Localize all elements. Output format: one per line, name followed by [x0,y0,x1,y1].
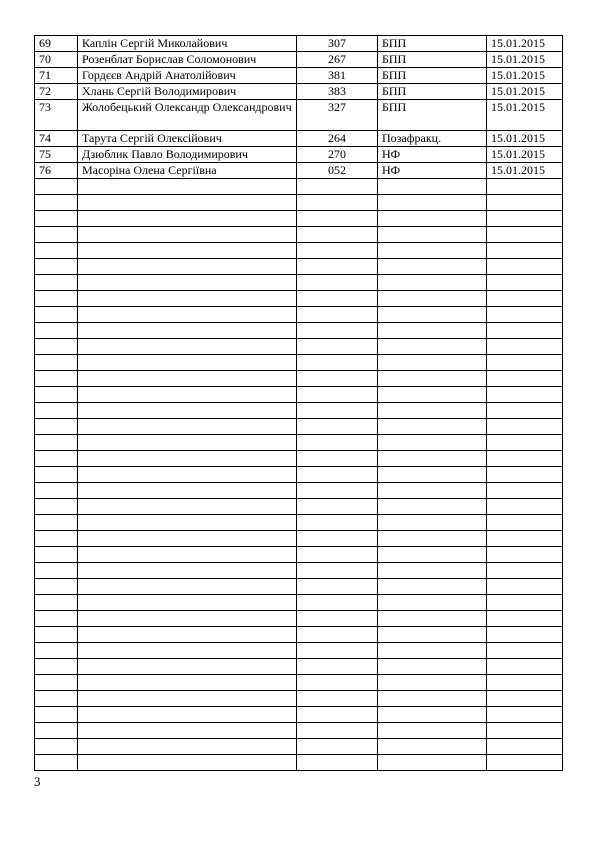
faction: НФ [378,163,487,179]
deputy-code: 264 [297,131,378,147]
empty-cell [378,627,487,643]
empty-cell [35,595,78,611]
empty-cell [378,419,487,435]
date: 15.01.2015 [487,36,563,52]
empty-cell [78,755,297,771]
empty-cell [78,355,297,371]
empty-cell [297,419,378,435]
empty-cell [487,179,563,195]
empty-cell [487,675,563,691]
empty-cell [297,627,378,643]
empty-cell [487,435,563,451]
deputy-name: Хлань Сергій Володимирович [78,84,297,100]
empty-cell [487,691,563,707]
faction: БПП [378,68,487,84]
table-row [35,52,563,68]
empty-cell [378,435,487,451]
empty-cell [35,371,78,387]
empty-table-row [35,675,563,691]
empty-cell [378,451,487,467]
empty-cell [78,691,297,707]
empty-cell [378,515,487,531]
empty-cell [78,675,297,691]
empty-cell [297,691,378,707]
empty-cell [378,563,487,579]
empty-cell [378,339,487,355]
empty-cell [487,515,563,531]
empty-cell [35,563,78,579]
empty-cell [35,739,78,755]
empty-cell [78,579,297,595]
empty-cell [78,627,297,643]
empty-cell [378,275,487,291]
empty-cell [378,675,487,691]
empty-table-row [35,403,563,419]
empty-cell [378,291,487,307]
deputy-code: 270 [297,147,378,163]
table-row [35,84,563,100]
empty-cell [78,291,297,307]
empty-cell [297,291,378,307]
empty-cell [297,643,378,659]
empty-cell [35,195,78,211]
empty-cell [487,371,563,387]
empty-cell [378,259,487,275]
faction: БПП [378,36,487,52]
table-row [35,163,563,179]
empty-table-row [35,691,563,707]
empty-cell [297,467,378,483]
empty-cell [487,339,563,355]
empty-cell [378,499,487,515]
empty-cell [35,531,78,547]
empty-cell [78,547,297,563]
empty-cell [78,403,297,419]
empty-cell [78,339,297,355]
empty-cell [35,483,78,499]
empty-table-row [35,659,563,675]
empty-cell [378,179,487,195]
empty-table-row [35,195,563,211]
empty-table-row [35,531,563,547]
date: 15.01.2015 [487,100,563,131]
empty-cell [78,435,297,451]
empty-table-row [35,579,563,595]
empty-table-row [35,563,563,579]
empty-cell [35,659,78,675]
deputy-name: Масоріна Олена Сергіївна [78,163,297,179]
empty-table-row [35,467,563,483]
empty-cell [78,259,297,275]
empty-cell [487,259,563,275]
empty-cell [487,723,563,739]
row-number: 69 [35,36,78,52]
table-row [35,147,563,163]
table-body [35,36,563,771]
empty-cell [78,419,297,435]
empty-cell [35,723,78,739]
empty-cell [487,243,563,259]
empty-cell [297,307,378,323]
empty-cell [487,627,563,643]
empty-cell [297,563,378,579]
date: 15.01.2015 [487,52,563,68]
deputy-name: Тарута Сергій Олексійович [78,131,297,147]
empty-table-row [35,643,563,659]
empty-table-row [35,323,563,339]
row-number: 76 [35,163,78,179]
empty-cell [297,179,378,195]
empty-cell [487,499,563,515]
empty-cell [297,483,378,499]
empty-cell [487,483,563,499]
empty-table-row [35,243,563,259]
empty-cell [487,547,563,563]
deputy-name: Розенблат Борислав Соломонович [78,52,297,68]
empty-cell [35,547,78,563]
empty-table-row [35,307,563,323]
deputy-code: 327 [297,100,378,131]
empty-cell [78,531,297,547]
empty-cell [78,227,297,243]
table-row [35,68,563,84]
empty-table-row [35,515,563,531]
empty-cell [487,595,563,611]
empty-cell [78,243,297,259]
empty-cell [297,227,378,243]
empty-table-row [35,611,563,627]
empty-cell [487,195,563,211]
empty-cell [297,515,378,531]
deputy-name: Дзюблик Павло Володимирович [78,147,297,163]
empty-cell [35,451,78,467]
empty-cell [378,355,487,371]
empty-cell [487,659,563,675]
empty-cell [378,739,487,755]
empty-cell [297,275,378,291]
empty-cell [78,371,297,387]
empty-cell [378,195,487,211]
faction: БПП [378,100,487,131]
empty-cell [297,371,378,387]
empty-cell [297,355,378,371]
empty-cell [35,675,78,691]
empty-cell [35,435,78,451]
deputy-code: 381 [297,68,378,84]
empty-cell [487,467,563,483]
empty-cell [297,339,378,355]
faction: Позафракц. [378,131,487,147]
empty-cell [297,659,378,675]
empty-cell [78,499,297,515]
empty-cell [35,627,78,643]
row-number: 72 [35,84,78,100]
empty-cell [35,307,78,323]
row-number: 74 [35,131,78,147]
empty-cell [378,483,487,499]
empty-table-row [35,547,563,563]
empty-cell [487,419,563,435]
empty-cell [378,323,487,339]
empty-cell [297,259,378,275]
table-row [35,36,563,52]
empty-cell [297,675,378,691]
empty-table-row [35,483,563,499]
empty-cell [35,227,78,243]
empty-table-row [35,259,563,275]
date: 15.01.2015 [487,84,563,100]
empty-cell [487,227,563,243]
deputy-code: 307 [297,36,378,52]
empty-cell [297,499,378,515]
empty-cell [487,579,563,595]
empty-cell [378,387,487,403]
empty-cell [487,451,563,467]
empty-cell [35,211,78,227]
empty-cell [78,723,297,739]
table-row [35,100,563,131]
empty-cell [487,739,563,755]
empty-cell [297,211,378,227]
empty-cell [487,707,563,723]
empty-table-row [35,211,563,227]
empty-cell [297,323,378,339]
empty-cell [487,563,563,579]
empty-cell [487,387,563,403]
empty-cell [378,547,487,563]
empty-table-row [35,339,563,355]
empty-cell [35,611,78,627]
empty-table-row [35,227,563,243]
empty-cell [35,323,78,339]
empty-cell [378,659,487,675]
empty-cell [35,515,78,531]
empty-cell [297,739,378,755]
empty-cell [35,691,78,707]
table-row [35,131,563,147]
empty-cell [297,723,378,739]
empty-cell [297,387,378,403]
empty-table-row [35,755,563,771]
deputy-name: Каплін Сергій Миколайович [78,36,297,52]
empty-cell [297,435,378,451]
empty-cell [378,531,487,547]
empty-cell [297,451,378,467]
empty-cell [487,211,563,227]
empty-table-row [35,723,563,739]
empty-table-row [35,595,563,611]
empty-table-row [35,707,563,723]
empty-cell [78,211,297,227]
empty-cell [487,291,563,307]
empty-cell [35,243,78,259]
empty-cell [297,547,378,563]
page-number: 3 [34,774,41,789]
empty-table-row [35,739,563,755]
row-number: 75 [35,147,78,163]
deputy-code: 383 [297,84,378,100]
empty-table-row [35,419,563,435]
empty-cell [378,307,487,323]
empty-cell [35,419,78,435]
empty-cell [297,195,378,211]
empty-cell [297,707,378,723]
empty-cell [297,579,378,595]
empty-cell [378,723,487,739]
empty-cell [378,227,487,243]
empty-cell [487,755,563,771]
empty-table-row [35,387,563,403]
empty-cell [35,259,78,275]
empty-cell [487,403,563,419]
empty-cell [78,179,297,195]
empty-cell [378,611,487,627]
empty-cell [78,275,297,291]
empty-cell [378,595,487,611]
empty-cell [378,243,487,259]
empty-cell [297,755,378,771]
empty-cell [487,611,563,627]
empty-cell [35,499,78,515]
empty-cell [378,643,487,659]
empty-cell [35,755,78,771]
empty-cell [78,387,297,403]
empty-cell [487,531,563,547]
empty-cell [78,611,297,627]
empty-cell [35,339,78,355]
empty-cell [78,451,297,467]
empty-table-row [35,499,563,515]
empty-cell [78,707,297,723]
empty-cell [378,707,487,723]
faction: БПП [378,84,487,100]
empty-table-row [35,371,563,387]
faction: НФ [378,147,487,163]
empty-table-row [35,627,563,643]
date: 15.01.2015 [487,68,563,84]
empty-cell [487,275,563,291]
empty-cell [378,579,487,595]
empty-table-row [35,291,563,307]
empty-table-row [35,355,563,371]
deputy-code: 267 [297,52,378,68]
empty-cell [35,355,78,371]
row-number: 73 [35,100,78,131]
empty-cell [78,563,297,579]
date: 15.01.2015 [487,131,563,147]
empty-cell [487,643,563,659]
empty-cell [297,403,378,419]
empty-cell [78,595,297,611]
empty-cell [35,387,78,403]
empty-cell [487,355,563,371]
empty-cell [35,707,78,723]
deputy-name: Гордєєв Андрій Анатолійович [78,68,297,84]
empty-cell [378,403,487,419]
empty-cell [78,515,297,531]
empty-cell [487,307,563,323]
empty-cell [78,739,297,755]
empty-table-row [35,179,563,195]
row-number: 70 [35,52,78,68]
empty-cell [487,323,563,339]
empty-cell [35,275,78,291]
empty-cell [35,643,78,659]
empty-cell [378,211,487,227]
empty-cell [378,467,487,483]
empty-cell [35,291,78,307]
empty-table-row [35,275,563,291]
faction: БПП [378,52,487,68]
empty-cell [78,467,297,483]
empty-cell [35,579,78,595]
empty-cell [378,755,487,771]
deputy-name: Жолобецький Олександр Олександрович [78,100,297,131]
empty-cell [78,643,297,659]
empty-cell [35,467,78,483]
deputy-code: 052 [297,163,378,179]
empty-cell [78,323,297,339]
empty-cell [297,595,378,611]
empty-cell [297,243,378,259]
empty-cell [378,691,487,707]
empty-cell [78,307,297,323]
empty-cell [35,403,78,419]
empty-table-row [35,435,563,451]
empty-cell [378,371,487,387]
date: 15.01.2015 [487,147,563,163]
empty-cell [78,483,297,499]
row-number: 71 [35,68,78,84]
empty-table-row [35,451,563,467]
deputies-table [34,35,563,771]
date: 15.01.2015 [487,163,563,179]
empty-cell [78,659,297,675]
empty-cell [297,531,378,547]
empty-cell [35,179,78,195]
empty-cell [297,611,378,627]
empty-cell [78,195,297,211]
